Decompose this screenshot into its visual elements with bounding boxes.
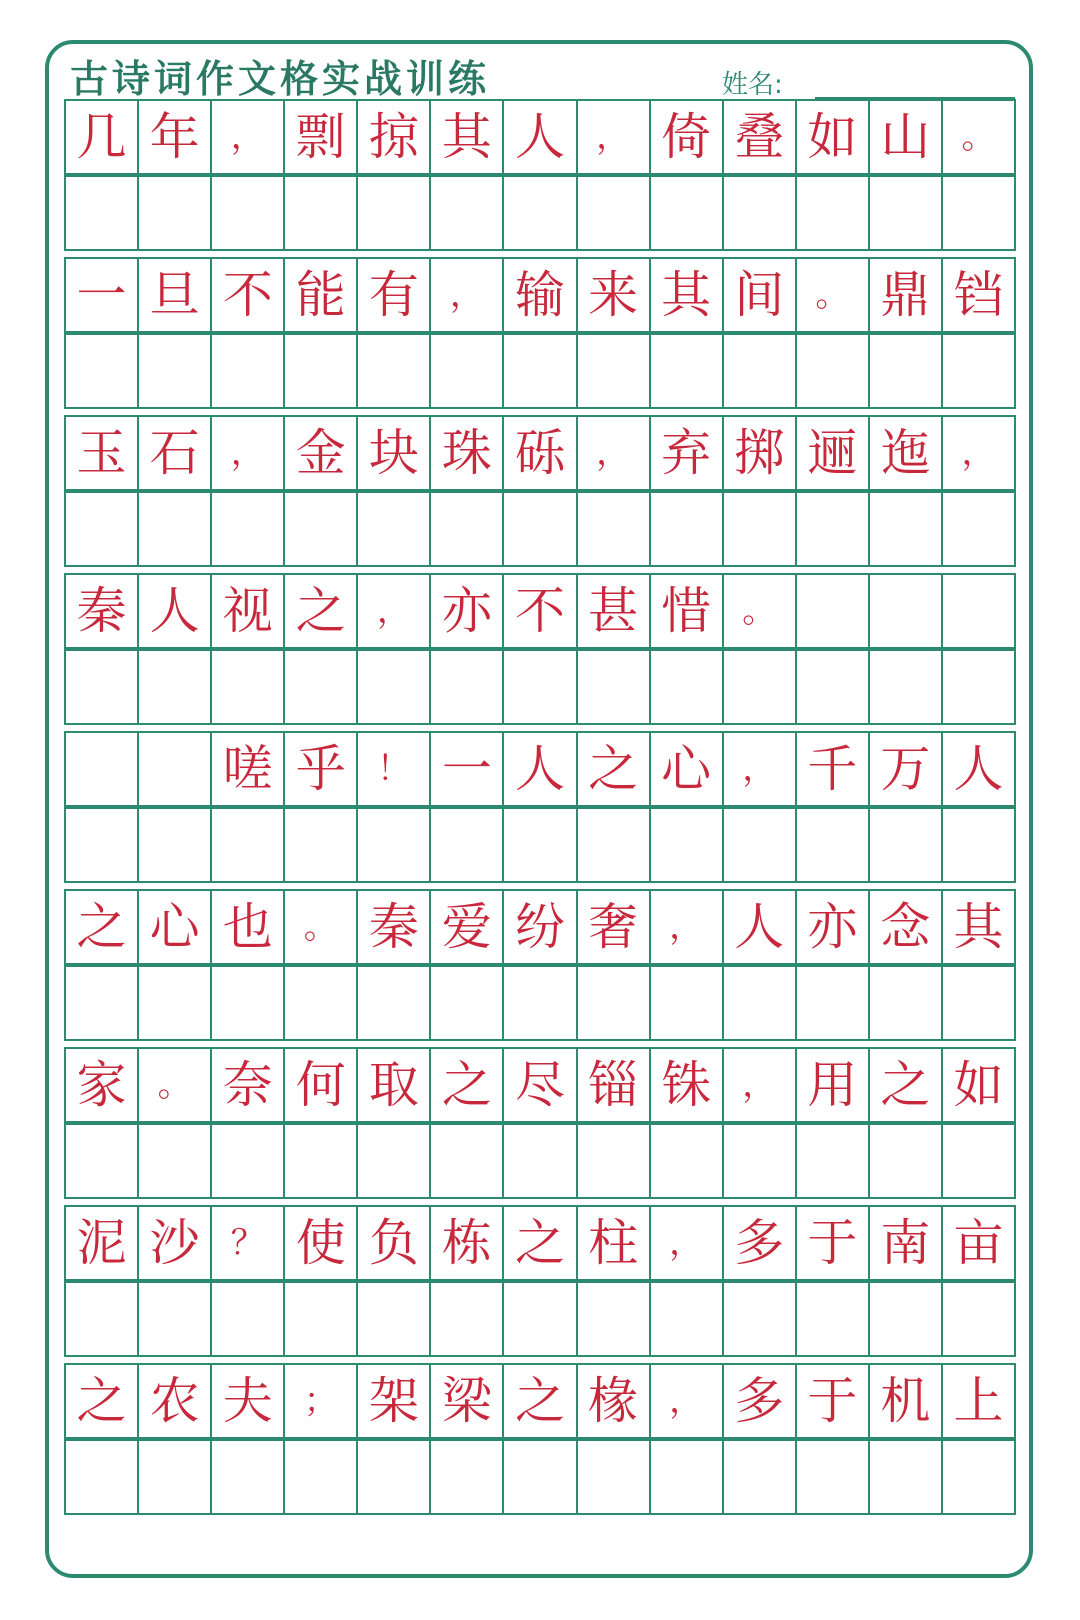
empty-grid-cell <box>64 177 137 249</box>
grid-cell: 。 <box>722 575 795 647</box>
empty-grid-cell <box>64 967 137 1039</box>
writing-row <box>64 1205 1016 1281</box>
empty-grid-cell <box>356 1283 429 1355</box>
empty-grid-cell <box>795 493 868 565</box>
empty-grid-cell <box>649 1125 722 1197</box>
empty-grid-cell <box>941 1441 1016 1513</box>
grid-cell: 南 <box>868 1207 941 1279</box>
empty-grid-cell <box>649 493 722 565</box>
empty-grid-cell <box>722 1125 795 1197</box>
grid-cell: 之 <box>64 891 137 963</box>
name-label: 姓名: <box>722 70 783 100</box>
empty-grid-cell <box>502 1283 575 1355</box>
practice-row <box>64 1123 1016 1199</box>
empty-grid-cell <box>795 335 868 407</box>
empty-grid-cell <box>64 335 137 407</box>
empty-grid-cell <box>795 967 868 1039</box>
writing-row <box>64 889 1016 965</box>
empty-grid-cell <box>356 1441 429 1513</box>
empty-grid-cell <box>722 651 795 723</box>
writing-row <box>64 415 1016 491</box>
grid-cell: 之 <box>429 1049 502 1121</box>
grid-cell: 奢 <box>576 891 649 963</box>
empty-grid-cell <box>429 335 502 407</box>
writing-row <box>64 1363 1016 1439</box>
grid-cell: 家 <box>64 1049 137 1121</box>
empty-grid-cell <box>576 1283 649 1355</box>
grid-cell: 心 <box>649 733 722 805</box>
grid-cell: 甚 <box>576 575 649 647</box>
grid-cell <box>868 575 941 647</box>
grid-cell <box>795 575 868 647</box>
grid-cell: 锱 <box>576 1049 649 1121</box>
grid-cell: 珠 <box>429 417 502 489</box>
grid-cell: 。 <box>941 101 1016 173</box>
empty-grid-cell <box>64 809 137 881</box>
grid-cell: 念 <box>868 891 941 963</box>
grid-cell: 亦 <box>795 891 868 963</box>
empty-grid-cell <box>283 1125 356 1197</box>
empty-grid-cell <box>210 335 283 407</box>
empty-grid-cell <box>649 1283 722 1355</box>
empty-grid-cell <box>502 335 575 407</box>
empty-grid-cell <box>429 967 502 1039</box>
empty-grid-cell <box>210 809 283 881</box>
empty-grid-cell <box>795 651 868 723</box>
grid-cell: 掷 <box>722 417 795 489</box>
page-title: 古诗词作文格实战训练 <box>70 56 491 101</box>
practice-row <box>64 649 1016 725</box>
grid-cell: ？ <box>210 1207 283 1279</box>
grid-cell: 来 <box>576 259 649 331</box>
grid-cell: 机 <box>868 1365 941 1437</box>
grid-cell: 秦 <box>356 891 429 963</box>
grid-cell: 旦 <box>137 259 210 331</box>
grid-cell: ！ <box>356 733 429 805</box>
empty-grid-cell <box>356 967 429 1039</box>
empty-grid-cell <box>649 809 722 881</box>
grid-cell: 乎 <box>283 733 356 805</box>
grid-cell: 逦 <box>795 417 868 489</box>
empty-grid-cell <box>210 1441 283 1513</box>
empty-grid-cell <box>941 1283 1016 1355</box>
empty-grid-cell <box>868 809 941 881</box>
empty-grid-cell <box>283 1441 356 1513</box>
grid-cell: 夫 <box>210 1365 283 1437</box>
empty-grid-cell <box>941 809 1016 881</box>
grid-cell: 之 <box>502 1365 575 1437</box>
grid-cell: 铛 <box>941 259 1016 331</box>
grid-cell: 铢 <box>649 1049 722 1121</box>
empty-grid-cell <box>868 493 941 565</box>
grid-cell: 亦 <box>429 575 502 647</box>
empty-grid-cell <box>283 1283 356 1355</box>
writing-row <box>64 99 1016 175</box>
empty-grid-cell <box>941 967 1016 1039</box>
empty-grid-cell <box>429 1441 502 1513</box>
empty-grid-cell <box>576 651 649 723</box>
grid-cell: 上 <box>941 1365 1016 1437</box>
grid-cell: 块 <box>356 417 429 489</box>
empty-grid-cell <box>722 809 795 881</box>
empty-grid-cell <box>576 335 649 407</box>
grid-cell: ， <box>576 101 649 173</box>
grid-cell: 万 <box>868 733 941 805</box>
empty-grid-cell <box>502 1125 575 1197</box>
empty-grid-cell <box>429 809 502 881</box>
empty-grid-cell <box>795 177 868 249</box>
empty-grid-cell <box>868 967 941 1039</box>
grid-cell: 石 <box>137 417 210 489</box>
empty-grid-cell <box>356 493 429 565</box>
grid-cell: 倚 <box>649 101 722 173</box>
grid-cell: 纷 <box>502 891 575 963</box>
grid-cell: 之 <box>576 733 649 805</box>
grid-cell: 多 <box>722 1365 795 1437</box>
empty-grid-cell <box>210 1125 283 1197</box>
grid-cell: 有 <box>356 259 429 331</box>
grid-cell: 多 <box>722 1207 795 1279</box>
grid-cell: ， <box>649 891 722 963</box>
empty-grid-cell <box>283 335 356 407</box>
empty-grid-cell <box>429 651 502 723</box>
empty-grid-cell <box>868 651 941 723</box>
grid-cell: 惜 <box>649 575 722 647</box>
empty-grid-cell <box>137 809 210 881</box>
empty-grid-cell <box>137 1283 210 1355</box>
grid-cell: 农 <box>137 1365 210 1437</box>
grid-cell: 秦 <box>64 575 137 647</box>
grid-cell: 。 <box>137 1049 210 1121</box>
empty-grid-cell <box>64 493 137 565</box>
empty-grid-cell <box>868 1125 941 1197</box>
grid-cell: 也 <box>210 891 283 963</box>
grid-cell: 一 <box>429 733 502 805</box>
empty-grid-cell <box>137 1441 210 1513</box>
grid-cell: 。 <box>283 891 356 963</box>
empty-grid-cell <box>868 1283 941 1355</box>
grid-cell <box>64 733 137 805</box>
empty-grid-cell <box>283 177 356 249</box>
grid-cell: 其 <box>941 891 1016 963</box>
grid-cell: 如 <box>795 101 868 173</box>
empty-grid-cell <box>429 1125 502 1197</box>
grid-cell: ， <box>649 1207 722 1279</box>
grid-cell: ， <box>722 733 795 805</box>
empty-grid-cell <box>210 967 283 1039</box>
writing-row <box>64 573 1016 649</box>
empty-grid-cell <box>502 177 575 249</box>
empty-grid-cell <box>576 493 649 565</box>
empty-grid-cell <box>210 493 283 565</box>
empty-grid-cell <box>795 809 868 881</box>
empty-grid-cell <box>283 809 356 881</box>
grid-cell: 。 <box>795 259 868 331</box>
empty-grid-cell <box>576 177 649 249</box>
empty-grid-cell <box>941 177 1016 249</box>
empty-grid-cell <box>502 493 575 565</box>
empty-grid-cell <box>722 967 795 1039</box>
empty-grid-cell <box>795 1283 868 1355</box>
grid-cell: 尽 <box>502 1049 575 1121</box>
grid-cell: 输 <box>502 259 575 331</box>
grid-cell <box>941 575 1016 647</box>
empty-grid-cell <box>210 1283 283 1355</box>
empty-grid-cell <box>429 177 502 249</box>
empty-grid-cell <box>941 493 1016 565</box>
grid-cell: 金 <box>283 417 356 489</box>
empty-grid-cell <box>210 651 283 723</box>
grid-cell <box>137 733 210 805</box>
empty-grid-cell <box>137 651 210 723</box>
grid-cell: 人 <box>941 733 1016 805</box>
empty-grid-cell <box>941 335 1016 407</box>
grid-cell: ， <box>356 575 429 647</box>
grid-cell: 奈 <box>210 1049 283 1121</box>
grid-cell: 于 <box>795 1207 868 1279</box>
grid-cell: 一 <box>64 259 137 331</box>
grid-cell: 山 <box>868 101 941 173</box>
grid-cell: 几 <box>64 101 137 173</box>
grid-cell: 爱 <box>429 891 502 963</box>
grid-cell: 间 <box>722 259 795 331</box>
grid-cell: 人 <box>722 891 795 963</box>
grid-cell: ， <box>429 259 502 331</box>
grid-cell: 栋 <box>429 1207 502 1279</box>
grid-cell: 迤 <box>868 417 941 489</box>
empty-grid-cell <box>576 967 649 1039</box>
grid-cell: 梁 <box>429 1365 502 1437</box>
grid-cell: 负 <box>356 1207 429 1279</box>
empty-grid-cell <box>137 1125 210 1197</box>
grid-cell: 何 <box>283 1049 356 1121</box>
grid-cell: 人 <box>502 733 575 805</box>
grid-cell: 弃 <box>649 417 722 489</box>
empty-grid-cell <box>722 177 795 249</box>
empty-grid-cell <box>722 335 795 407</box>
empty-grid-cell <box>283 493 356 565</box>
empty-grid-cell <box>868 1441 941 1513</box>
empty-grid-cell <box>649 177 722 249</box>
empty-grid-cell <box>137 335 210 407</box>
empty-grid-cell <box>941 651 1016 723</box>
grid-cell: 人 <box>137 575 210 647</box>
grid-cell: ； <box>283 1365 356 1437</box>
practice-row <box>64 175 1016 251</box>
grid-cell: 之 <box>64 1365 137 1437</box>
empty-grid-cell <box>941 1125 1016 1197</box>
grid-cell: ， <box>649 1365 722 1437</box>
empty-grid-cell <box>502 967 575 1039</box>
grid-cell: 叠 <box>722 101 795 173</box>
grid-cell: 架 <box>356 1365 429 1437</box>
grid-cell: 不 <box>502 575 575 647</box>
empty-grid-cell <box>502 651 575 723</box>
grid-cell: 不 <box>210 259 283 331</box>
writing-grid <box>64 99 1016 1521</box>
empty-grid-cell <box>356 1125 429 1197</box>
writing-row <box>64 257 1016 333</box>
grid-cell: 于 <box>795 1365 868 1437</box>
empty-grid-cell <box>64 1441 137 1513</box>
empty-grid-cell <box>795 1441 868 1513</box>
empty-grid-cell <box>722 1283 795 1355</box>
grid-cell: 柱 <box>576 1207 649 1279</box>
grid-cell: 视 <box>210 575 283 647</box>
grid-cell: 沙 <box>137 1207 210 1279</box>
empty-grid-cell <box>576 809 649 881</box>
practice-row <box>64 491 1016 567</box>
grid-cell: 之 <box>868 1049 941 1121</box>
grid-cell: 椽 <box>576 1365 649 1437</box>
grid-cell: 其 <box>429 101 502 173</box>
empty-grid-cell <box>429 493 502 565</box>
grid-cell: 能 <box>283 259 356 331</box>
writing-row <box>64 731 1016 807</box>
empty-grid-cell <box>137 177 210 249</box>
grid-cell: 玉 <box>64 417 137 489</box>
empty-grid-cell <box>429 1283 502 1355</box>
grid-cell: 人 <box>502 101 575 173</box>
empty-grid-cell <box>649 967 722 1039</box>
empty-grid-cell <box>502 1441 575 1513</box>
empty-grid-cell <box>722 1441 795 1513</box>
empty-grid-cell <box>283 651 356 723</box>
empty-grid-cell <box>576 1125 649 1197</box>
grid-cell: 剽 <box>283 101 356 173</box>
grid-cell: 其 <box>649 259 722 331</box>
practice-row <box>64 1439 1016 1515</box>
empty-grid-cell <box>868 335 941 407</box>
grid-cell: 亩 <box>941 1207 1016 1279</box>
empty-grid-cell <box>210 177 283 249</box>
grid-cell: 之 <box>283 575 356 647</box>
empty-grid-cell <box>649 335 722 407</box>
grid-cell: 使 <box>283 1207 356 1279</box>
grid-cell: 砾 <box>502 417 575 489</box>
empty-grid-cell <box>356 651 429 723</box>
empty-grid-cell <box>868 177 941 249</box>
empty-grid-cell <box>649 651 722 723</box>
grid-cell: 取 <box>356 1049 429 1121</box>
grid-cell: 鼎 <box>868 259 941 331</box>
practice-row <box>64 965 1016 1041</box>
grid-cell: ， <box>941 417 1016 489</box>
empty-grid-cell <box>356 809 429 881</box>
practice-row <box>64 807 1016 883</box>
empty-grid-cell <box>137 967 210 1039</box>
writing-row <box>64 1047 1016 1123</box>
grid-cell: ， <box>210 417 283 489</box>
grid-cell: 年 <box>137 101 210 173</box>
grid-cell: 心 <box>137 891 210 963</box>
grid-cell: 之 <box>502 1207 575 1279</box>
empty-grid-cell <box>283 967 356 1039</box>
practice-row <box>64 1281 1016 1357</box>
grid-cell: 掠 <box>356 101 429 173</box>
grid-cell: 嗟 <box>210 733 283 805</box>
empty-grid-cell <box>576 1441 649 1513</box>
empty-grid-cell <box>356 335 429 407</box>
grid-cell: 泥 <box>64 1207 137 1279</box>
empty-grid-cell <box>64 1283 137 1355</box>
grid-cell: ， <box>210 101 283 173</box>
grid-cell: 如 <box>941 1049 1016 1121</box>
empty-grid-cell <box>64 651 137 723</box>
practice-row <box>64 333 1016 409</box>
empty-grid-cell <box>795 1125 868 1197</box>
empty-grid-cell <box>502 809 575 881</box>
empty-grid-cell <box>64 1125 137 1197</box>
grid-cell: ， <box>722 1049 795 1121</box>
grid-cell: 千 <box>795 733 868 805</box>
grid-cell: 用 <box>795 1049 868 1121</box>
empty-grid-cell <box>649 1441 722 1513</box>
empty-grid-cell <box>722 493 795 565</box>
empty-grid-cell <box>356 177 429 249</box>
empty-grid-cell <box>137 493 210 565</box>
grid-cell: ， <box>576 417 649 489</box>
